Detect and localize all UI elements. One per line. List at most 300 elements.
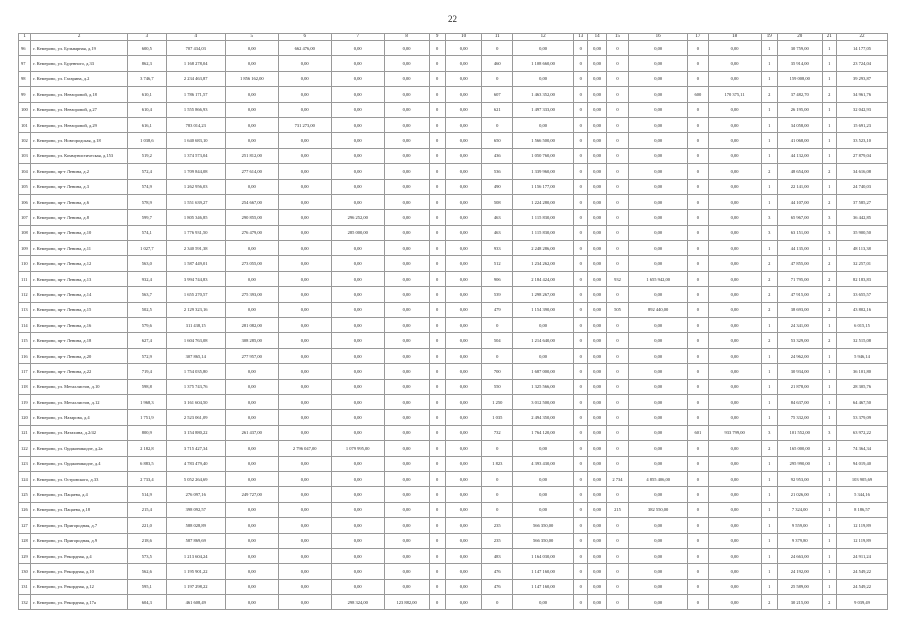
table-cell: 0 [688,364,708,379]
table-cell: 0 [688,394,708,409]
table-cell: 0 [574,394,588,409]
table-cell: 0,00 [629,318,688,333]
table-cell: 2 494 350,00 [513,410,574,425]
table-cell: 0,00 [588,117,606,132]
table-cell: 0,00 [278,502,331,517]
table-cell: 1 [761,394,777,409]
table-cell: 1 [761,102,777,117]
table-cell: 3 154 880,22 [166,425,225,440]
row-number-cell: 108 [19,225,31,240]
table-cell: 0,00 [278,410,331,425]
table-cell: 0,00 [225,595,278,610]
table-cell: 0,00 [708,164,761,179]
table-cell: 0,00 [708,194,761,209]
table-cell: 0 [429,364,445,379]
column-number-cell: 3 [128,34,167,41]
table-cell: 0 [482,117,513,132]
table-cell: 0,00 [225,518,278,533]
address-cell: г. Кемерово, ул. Рекордная, д.4 [31,548,128,563]
table-cell: 0 [574,194,588,209]
table-cell: 1 805 346,85 [166,210,225,225]
table-cell: 0 [688,41,708,56]
column-number-cell: 2 [31,34,128,41]
table-cell: 0 [429,471,445,486]
table-cell: 0,00 [588,225,606,240]
table-cell: 0,00 [384,179,429,194]
table-row [19,287,888,302]
table-cell: 5 946,14 [836,348,887,363]
table-row [19,271,888,286]
table-cell: 0,00 [384,502,429,517]
table-cell: 0 [482,595,513,610]
table-cell: 30 759,00 [777,41,822,56]
table-cell: 0 [429,410,445,425]
table-cell: 0 [688,502,708,517]
table-cell: 783 014,23 [166,117,225,132]
table-row [19,487,888,502]
row-number-cell: 126 [19,502,31,517]
column-number-cell: 5 [225,34,278,41]
table-cell: 0,00 [225,471,278,486]
table-cell: 595,1 [128,579,167,594]
table-cell: 0,00 [629,164,688,179]
row-number-cell: 106 [19,194,31,209]
table-cell: 24 740,03 [836,179,887,194]
table-cell: 0 [429,241,445,256]
table-cell: 2 [822,595,836,610]
table-cell: 0,00 [629,102,688,117]
table-cell: 0 [574,518,588,533]
table-cell: 1 147 160,00 [513,579,574,594]
table-cell: 221,0 [128,518,167,533]
table-cell: 607 [482,87,513,102]
column-number-cell: 21 [822,34,836,41]
table-cell: 6 015,15 [836,318,887,333]
table-cell: 0,00 [708,302,761,317]
table-cell: 0,00 [513,502,574,517]
table-cell: 0,00 [629,564,688,579]
table-cell: 2 [761,333,777,348]
table-cell: 0 [606,533,628,548]
table-row [19,410,888,425]
column-number-cell: 14 [588,34,606,41]
row-number-cell: 119 [19,394,31,409]
row-number-cell: 99 [19,87,31,102]
table-cell: 0,00 [331,133,384,148]
address-cell: г. Кемерово, пр-т Ленина, д.6 [31,194,128,209]
table-cell: 26 195,00 [777,102,822,117]
table-cell: 0,00 [588,271,606,286]
column-number-cell: 13 [574,34,588,41]
table-cell: 0,00 [629,518,688,533]
table-cell: 476 [482,579,513,594]
table-cell: 0 [606,41,628,56]
table-cell: 0,00 [708,348,761,363]
table-cell: 933 799,00 [708,425,761,440]
table-cell: 0,00 [629,256,688,271]
table-cell: 0 [606,364,628,379]
table-cell: 44 135,00 [777,241,822,256]
row-number-cell: 131 [19,579,31,594]
table-cell: 0 [688,564,708,579]
table-cell: 1 [822,579,836,594]
table-cell: 0 [429,133,445,148]
table-cell: 0 [429,456,445,471]
table-cell: 2 734 [606,471,628,486]
table-cell: 82 183,83 [836,271,887,286]
table-cell: 0 [429,487,445,502]
table-cell: 1 [761,318,777,333]
table-cell: 273 055,00 [225,256,278,271]
table-cell: 0,00 [225,179,278,194]
table-cell: 2 [761,302,777,317]
table-cell: 0,00 [384,410,429,425]
table-cell: 43 802,16 [836,302,887,317]
table-cell: 0,00 [588,179,606,194]
table-cell: 1 [822,410,836,425]
table-cell: 1 154 390,00 [513,302,574,317]
table-cell: 2 [822,333,836,348]
table-cell: 0,00 [384,287,429,302]
table-cell: 0,00 [445,71,482,86]
table-cell: 892 440,00 [629,302,688,317]
table-cell: 1 555 866,93 [166,102,225,117]
table-cell: 0,00 [384,533,429,548]
table-cell: 0 [429,379,445,394]
table-cell: 0,00 [588,364,606,379]
row-number-cell: 96 [19,41,31,56]
table-cell: 1 [822,348,836,363]
table-cell: 2 182,8 [128,441,167,456]
table-cell: 0 [606,548,628,563]
table-cell: 599,7 [128,210,167,225]
table-cell: 24 549,22 [836,579,887,594]
table-cell: 32 257,01 [836,256,887,271]
column-number-cell: 22 [836,34,887,41]
table-cell: 0,00 [588,102,606,117]
table-cell: 1 655 270,57 [166,287,225,302]
table-cell: 0 [574,441,588,456]
table-row [19,548,888,563]
table-cell: 932,4 [128,271,167,286]
table-cell: 0 [688,164,708,179]
table-cell: 0,00 [278,333,331,348]
table-cell: 4 783 479,40 [166,456,225,471]
row-number-cell: 132 [19,595,31,610]
table-cell: 627,4 [128,333,167,348]
table-cell: 463 [482,225,513,240]
table-cell: 0,00 [384,548,429,563]
table-cell: 0 [606,333,628,348]
table-cell: 1 262 956,03 [166,179,225,194]
row-number-cell: 124 [19,471,31,486]
table-cell: 578,9 [128,194,167,209]
table-cell: 0,00 [588,87,606,102]
table-cell: 0,00 [225,456,278,471]
table-cell: 0,00 [331,579,384,594]
table-cell: 1 [822,41,836,56]
table-cell: 24 663,00 [777,548,822,563]
table-cell: 1 [761,410,777,425]
table-cell: 0,00 [384,579,429,594]
table-cell: 0,00 [384,117,429,132]
table-cell: 0 [574,71,588,86]
table-cell: 0,00 [708,410,761,425]
table-cell: 0,00 [629,579,688,594]
address-cell: г. Кемерово, ул. Буденного, д.33 [31,56,128,71]
table-cell: 0,00 [445,318,482,333]
table-row [19,148,888,163]
table-row [19,425,888,440]
table-cell: 34 058,00 [777,117,822,132]
table-cell: 0,00 [278,87,331,102]
table-cell: 0,00 [278,364,331,379]
address-cell: г. Кемерово, ул. Назарова, д.4 [31,410,128,425]
table-cell: 2 [761,287,777,302]
table-cell: 0 [574,502,588,517]
table-cell: 0,00 [278,302,331,317]
table-cell: 0 [688,487,708,502]
table-cell: 572,4 [128,164,167,179]
table-cell: 0,00 [513,487,574,502]
table-cell: 1 115 830,00 [513,225,574,240]
table-cell: 0,00 [225,241,278,256]
column-number-cell: 20 [777,34,822,41]
table-cell: 0 [574,564,588,579]
table-cell: 0,00 [708,548,761,563]
table-cell: 483 [482,548,513,563]
table-cell: 27 879,04 [836,148,887,163]
table-cell: 1 [822,117,836,132]
table-cell: 0,00 [225,441,278,456]
table-cell: 41 068,00 [777,133,822,148]
table-cell: 579,6 [128,318,167,333]
table-cell: 0 [574,425,588,440]
table-cell: 0,00 [331,487,384,502]
table-cell: 0 [429,117,445,132]
table-cell: 1 213 604,24 [166,548,225,563]
row-number-cell: 100 [19,102,31,117]
address-cell: г. Кемерово, ул. Невзоровой, д.18 [31,87,128,102]
table-cell: 290 855,00 [225,210,278,225]
table-cell: 0,00 [331,548,384,563]
table-cell: 382 550,00 [629,502,688,517]
table-cell: 2 [761,595,777,610]
table-cell: 0,00 [445,394,482,409]
table-cell: 0,00 [445,333,482,348]
row-number-cell: 111 [19,271,31,286]
table-cell: 0 [606,579,628,594]
table-cell: 0 [606,71,628,86]
table-cell: 2 [761,441,777,456]
table-cell: 0 [688,287,708,302]
table-cell: 1 [761,456,777,471]
row-number-cell: 103 [19,148,31,163]
table-cell: 563,7 [128,287,167,302]
table-cell: 0,00 [331,71,384,86]
table-cell: 296 252,00 [331,210,384,225]
column-number-cell: 19 [761,34,777,41]
table-cell: 277 957,00 [225,348,278,363]
table-cell: 2 [822,271,836,286]
table-cell: 0,00 [445,410,482,425]
table-cell: 170 375,11 [708,87,761,102]
table-cell: 0,00 [331,364,384,379]
table-cell: 536 [482,164,513,179]
table-cell: 0,00 [445,210,482,225]
table-cell: 14 177,05 [836,41,887,56]
table-cell: 44 132,00 [777,148,822,163]
table-cell: 0,00 [384,379,429,394]
table-cell: 0,00 [331,333,384,348]
table-cell: 600 [688,87,708,102]
table-cell: 0 [688,548,708,563]
table-cell: 0 [688,148,708,163]
table-cell: 0 [688,179,708,194]
table-cell: 1 566 500,00 [513,133,574,148]
table-row [19,502,888,517]
table-cell: 0,00 [629,133,688,148]
table-row [19,318,888,333]
table-cell: 398 092,57 [166,502,225,517]
table-cell: 0 [688,256,708,271]
table-row [19,194,888,209]
table-cell: 574,1 [128,225,167,240]
table-cell: 3 [822,425,836,440]
table-cell: 1 195 901,22 [166,564,225,579]
table-cell: 1 [822,364,836,379]
table-cell: 0,00 [629,425,688,440]
table-cell: 307 865,14 [166,348,225,363]
table-cell: 0,00 [629,456,688,471]
table-cell: 0,00 [225,548,278,563]
table-cell: 0,00 [588,133,606,148]
table-cell: 2 [822,302,836,317]
table-cell: 0 [429,394,445,409]
table-cell: 1 640 683,10 [166,133,225,148]
table-cell: 15 691,23 [836,117,887,132]
table-cell: 2 [761,271,777,286]
table-cell: 2 [822,164,836,179]
table-cell: 0 [574,364,588,379]
address-cell: г. Кемерово, пр-т Ленина, д.11 [31,241,128,256]
table-cell: 1 214 640,00 [513,333,574,348]
table-cell: 0,00 [629,241,688,256]
address-cell: г. Кемерово, ул. Рекордная, д.12 [31,579,128,594]
table-cell: 0,00 [629,441,688,456]
table-cell: 0,00 [225,56,278,71]
table-cell: 1 [761,502,777,517]
table-cell: 276 097,16 [166,487,225,502]
table-row [19,71,888,86]
row-number-cell: 105 [19,179,31,194]
table-cell: 0 [606,287,628,302]
table-cell: 0,00 [331,502,384,517]
table-row [19,533,888,548]
table-cell: 563,0 [128,256,167,271]
table-cell: 572,9 [128,348,167,363]
table-cell: 235 [482,533,513,548]
table-cell: 0 [429,502,445,517]
table-cell: 0 [606,518,628,533]
table-cell: 2 [761,87,777,102]
column-number-cell: 18 [708,34,761,41]
table-cell: 0,00 [445,379,482,394]
table-cell: 0,00 [278,256,331,271]
table-cell: 35 914,00 [777,56,822,71]
table-cell: 0,00 [445,487,482,502]
table-cell: 0 [574,333,588,348]
page-number: 22 [448,14,457,24]
address-cell: г. Кемерово, ул. Бульварная, д.19 [31,41,128,56]
table-cell: 3 [822,225,836,240]
table-cell: 0,00 [588,394,606,409]
table-cell: 0,00 [588,256,606,271]
table-cell: 0 [574,133,588,148]
table-cell: 33 655,57 [836,287,887,302]
table-cell: 0 [482,441,513,456]
table-cell: 0,00 [588,241,606,256]
table-cell: 22 141,00 [777,179,822,194]
table-cell: 0 [574,256,588,271]
table-cell: 0,00 [513,595,574,610]
table-cell: 0 [606,595,628,610]
table-cell: 0 [429,164,445,179]
table-cell: 0 [574,241,588,256]
table-cell: 64 467,50 [836,394,887,409]
table-cell: 84 637,00 [777,394,822,409]
table-row [19,456,888,471]
table-cell: 562,6 [128,564,167,579]
table-cell: 2 796 047,00 [278,441,331,456]
table-cell: 0,00 [588,194,606,209]
table-cell: 33 523,10 [836,133,887,148]
table-cell: 0 [429,210,445,225]
table-cell: 0,00 [513,348,574,363]
table-cell: 1 234 262,00 [513,256,574,271]
row-number-cell: 101 [19,117,31,132]
table-cell: 0,00 [588,56,606,71]
table-cell: 0,00 [445,471,482,486]
table-cell: 0,00 [629,595,688,610]
table-cell: 707 434,03 [166,41,225,56]
table-cell: 0 [429,41,445,56]
table-cell: 0,00 [331,471,384,486]
table-cell: 308 285,00 [225,333,278,348]
table-cell: 2 [822,287,836,302]
table-cell: 436 [482,148,513,163]
table-cell: 24 549,22 [836,564,887,579]
table-cell: 0,00 [384,302,429,317]
table-cell: 0 [574,41,588,56]
column-number-cell: 7 [331,34,384,41]
table-cell: 0,00 [513,117,574,132]
table-cell: 48 113,38 [836,241,887,256]
row-number-cell: 97 [19,56,31,71]
table-cell: 1 856 162,00 [225,71,278,86]
table-cell: 0,00 [278,71,331,86]
table-cell: 92 953,00 [777,471,822,486]
table-cell: 539 [482,287,513,302]
table-cell: 0,00 [225,87,278,102]
table-cell: 0 [429,71,445,86]
table-cell: 0,00 [278,518,331,533]
table-cell: 0,00 [708,441,761,456]
table-cell: 0,00 [278,102,331,117]
table-cell: 1 [761,71,777,86]
table-cell: 8 186,57 [836,502,887,517]
table-cell: 0,00 [708,518,761,533]
